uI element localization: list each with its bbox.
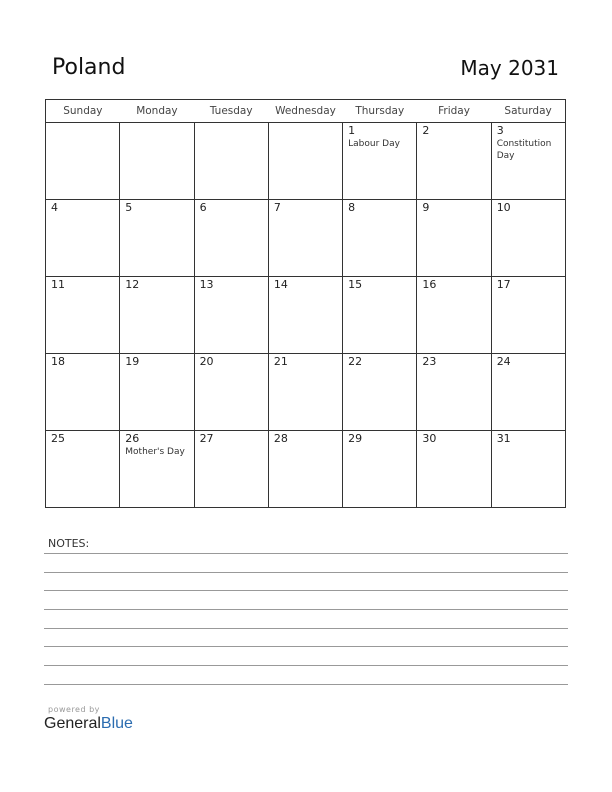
powered-by-label: powered by <box>48 705 100 714</box>
day-number: 9 <box>422 201 430 214</box>
day-number: 27 <box>199 432 214 445</box>
calendar-grid <box>45 99 566 508</box>
notes-label: NOTES: <box>48 537 90 550</box>
day-number: 28 <box>273 432 288 445</box>
day-number <box>46 123 119 124</box>
day-cell <box>120 277 194 354</box>
day-number: 23 <box>422 355 437 368</box>
day-cell <box>194 354 268 431</box>
day-number: 19 <box>125 355 140 368</box>
day-cell <box>268 123 342 200</box>
generalblue-logo <box>44 715 133 733</box>
weekday-header: Friday <box>417 100 491 123</box>
day-cell <box>268 354 342 431</box>
day-cell <box>491 431 565 508</box>
day-cell <box>268 200 342 277</box>
day-cell <box>194 123 268 200</box>
day-number: 1 <box>348 124 356 137</box>
day-number: 26 <box>125 432 140 445</box>
month-title: May 2031 <box>460 56 559 80</box>
day-number: 29 <box>348 432 363 445</box>
note-line <box>44 684 568 685</box>
day-number: 20 <box>199 355 214 368</box>
week-row <box>46 200 566 277</box>
day-cell <box>46 123 120 200</box>
day-cell <box>343 277 417 354</box>
day-number: 2 <box>422 124 430 137</box>
day-number: 3 <box>496 124 504 137</box>
day-number: 4 <box>51 201 58 214</box>
day-cell <box>120 431 194 508</box>
weekday-header: Wednesday <box>268 100 342 123</box>
day-number: 30 <box>422 432 437 445</box>
holiday-label: Mother's Day <box>125 447 185 457</box>
day-number: 10 <box>496 201 511 214</box>
day-cell <box>417 123 491 200</box>
note-line <box>44 590 568 591</box>
day-number: 22 <box>348 355 363 368</box>
note-line <box>44 553 568 554</box>
day-cell <box>46 200 120 277</box>
day-cell <box>120 123 194 200</box>
day-number: 31 <box>496 432 511 445</box>
day-number: 11 <box>51 278 65 291</box>
day-cell <box>268 277 342 354</box>
holiday-label: Constitution Day <box>496 139 552 161</box>
day-number: 16 <box>422 278 437 291</box>
note-line <box>44 646 568 647</box>
day-cell <box>120 200 194 277</box>
day-cell <box>343 354 417 431</box>
note-line <box>44 665 568 666</box>
day-cell <box>491 200 565 277</box>
weekday-header: Tuesday <box>194 100 268 123</box>
day-number: 13 <box>199 278 214 291</box>
day-number: 14 <box>273 278 288 291</box>
weekday-header: Sunday <box>46 100 120 123</box>
holiday-label: Labour Day <box>348 139 400 149</box>
day-number: 21 <box>273 355 288 368</box>
day-cell <box>491 354 565 431</box>
note-line <box>44 628 568 629</box>
logo-general-text: General <box>44 715 101 732</box>
day-number: 25 <box>51 432 65 445</box>
day-number: 5 <box>125 201 133 214</box>
country-title: Poland <box>52 55 126 80</box>
day-number: 18 <box>51 355 65 368</box>
week-row <box>46 354 566 431</box>
day-cell <box>417 200 491 277</box>
footer-brand <box>44 705 133 733</box>
day-cell <box>417 431 491 508</box>
weekday-header: Thursday <box>343 100 417 123</box>
day-cell <box>194 277 268 354</box>
day-number <box>269 123 342 124</box>
week-row <box>46 123 566 200</box>
week-row <box>46 277 566 354</box>
day-cell <box>46 354 120 431</box>
weekday-header-row <box>46 100 566 123</box>
day-cell <box>46 277 120 354</box>
day-cell <box>417 277 491 354</box>
day-cell <box>491 123 565 200</box>
week-row <box>46 431 566 508</box>
day-cell <box>491 277 565 354</box>
day-cell <box>194 431 268 508</box>
day-number: 24 <box>496 355 511 368</box>
day-cell <box>268 431 342 508</box>
day-cell <box>46 431 120 508</box>
day-cell <box>343 431 417 508</box>
day-number: 17 <box>496 278 511 291</box>
day-cell <box>343 200 417 277</box>
weekday-header: Saturday <box>491 100 565 123</box>
note-line <box>44 572 568 573</box>
day-number: 15 <box>348 278 363 291</box>
day-cell <box>417 354 491 431</box>
day-cell <box>343 123 417 200</box>
day-number <box>195 123 268 124</box>
day-number: 8 <box>348 201 356 214</box>
note-line <box>44 609 568 610</box>
day-number: 12 <box>125 278 140 291</box>
day-number: 7 <box>273 201 281 214</box>
day-number <box>120 123 193 124</box>
day-cell <box>194 200 268 277</box>
day-number: 6 <box>199 201 207 214</box>
logo-blue-text: Blue <box>100 715 133 732</box>
day-cell <box>120 354 194 431</box>
weekday-header: Monday <box>120 100 194 123</box>
